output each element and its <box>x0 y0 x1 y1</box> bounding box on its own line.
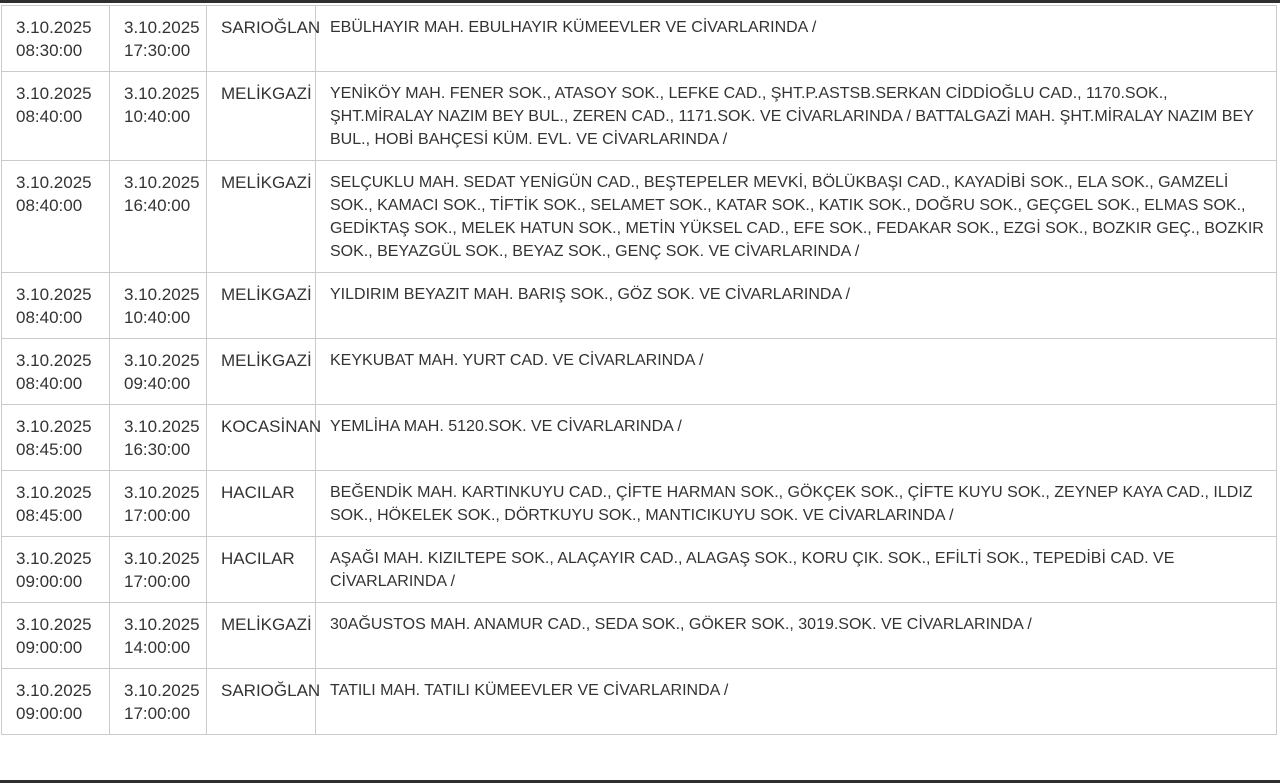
start-date: 3.10.2025 <box>16 18 92 37</box>
start-time: 08:45:00 <box>16 506 83 525</box>
start-date: 3.10.2025 <box>16 84 92 103</box>
table-row <box>2 669 1277 735</box>
start-datetime-cell <box>2 669 110 735</box>
locations-cell: AŞAĞI MAH. KIZILTEPE SOK., ALAÇAYIR CAD., ALAGAŞ SOK., KORU ÇIK. SOK., EFİLTİ SOK., TEPEDİBİ CAD. VE CİVARLARINDA / <box>316 537 1277 603</box>
end-datetime-cell <box>110 161 207 273</box>
district-cell: MELİKGAZİ <box>207 339 316 405</box>
end-datetime-cell <box>110 72 207 161</box>
start-date: 3.10.2025 <box>16 173 92 192</box>
end-time: 17:30:00 <box>124 41 191 60</box>
start-time: 08:40:00 <box>16 374 83 393</box>
locations-cell: YENİKÖY MAH. FENER SOK., ATASOY SOK., LEFKE CAD., ŞHT.P.ASTSB.SERKAN CİDDİOĞLU CAD., 1170.SOK., ŞHT.MİRALAY NAZIM BEY BUL., ZEREN CAD., 1171.SOK. VE CİVARLARINDA / BATTALGAZİ MAH. ŞHT.MİRALAY NAZIM BEY BUL., HOBİ BAHÇESİ KÜM. EVL. VE CİVARLARINDA / <box>316 72 1277 161</box>
start-date: 3.10.2025 <box>16 549 92 568</box>
start-time: 08:45:00 <box>16 440 83 459</box>
end-datetime-cell <box>110 6 207 72</box>
locations-cell: YEMLİHA MAH. 5120.SOK. VE CİVARLARINDA / <box>316 405 1277 471</box>
table-row <box>2 471 1277 537</box>
district-cell: MELİKGAZİ <box>207 72 316 161</box>
end-datetime-cell <box>110 339 207 405</box>
locations-cell: 30AĞUSTOS MAH. ANAMUR CAD., SEDA SOK., GÖKER SOK., 3019.SOK. VE CİVARLARINDA / <box>316 603 1277 669</box>
table-row <box>2 6 1277 72</box>
district-cell: HACILAR <box>207 471 316 537</box>
district-cell: MELİKGAZİ <box>207 161 316 273</box>
end-date: 3.10.2025 <box>124 615 200 634</box>
end-time: 17:00:00 <box>124 704 191 723</box>
district-cell: MELİKGAZİ <box>207 273 316 339</box>
end-time: 17:00:00 <box>124 572 191 591</box>
end-time: 16:30:00 <box>124 440 191 459</box>
locations-cell: EBÜLHAYIR MAH. EBULHAYIR KÜMEEVLER VE CİVARLARINDA / <box>316 6 1277 72</box>
end-datetime-cell <box>110 273 207 339</box>
end-time: 10:40:00 <box>124 107 191 126</box>
outage-table-body <box>2 6 1277 735</box>
district-cell: SARIOĞLAN <box>207 669 316 735</box>
start-datetime-cell <box>2 6 110 72</box>
start-time: 08:30:00 <box>16 41 83 60</box>
start-time: 09:00:00 <box>16 572 83 591</box>
start-date: 3.10.2025 <box>16 483 92 502</box>
start-datetime-cell <box>2 471 110 537</box>
end-date: 3.10.2025 <box>124 84 200 103</box>
end-datetime-cell <box>110 537 207 603</box>
start-date: 3.10.2025 <box>16 417 92 436</box>
end-date: 3.10.2025 <box>124 18 200 37</box>
table-row <box>2 603 1277 669</box>
end-datetime-cell <box>110 669 207 735</box>
locations-cell: KEYKUBAT MAH. YURT CAD. VE CİVARLARINDA / <box>316 339 1277 405</box>
end-date: 3.10.2025 <box>124 417 200 436</box>
start-date: 3.10.2025 <box>16 615 92 634</box>
end-date: 3.10.2025 <box>124 681 200 700</box>
end-time: 17:00:00 <box>124 506 191 525</box>
end-time: 16:40:00 <box>124 196 191 215</box>
district-cell: KOCASİNAN <box>207 405 316 471</box>
start-time: 08:40:00 <box>16 308 83 327</box>
locations-cell: BEĞENDİK MAH. KARTINKUYU CAD., ÇİFTE HARMAN SOK., GÖKÇEK SOK., ÇİFTE KUYU SOK., ZEYNEP KAYA CAD., ILDIZ SOK., HÖKELEK SOK., DÖRTKUYU SOK., MANTICIKUYU SOK. VE CİVARLARINDA / <box>316 471 1277 537</box>
end-date: 3.10.2025 <box>124 173 200 192</box>
start-datetime-cell <box>2 72 110 161</box>
end-datetime-cell <box>110 471 207 537</box>
start-time: 08:40:00 <box>16 196 83 215</box>
start-date: 3.10.2025 <box>16 351 92 370</box>
table-row <box>2 405 1277 471</box>
end-time: 14:00:00 <box>124 638 191 657</box>
outage-table <box>1 5 1277 735</box>
locations-cell: YILDIRIM BEYAZIT MAH. BARIŞ SOK., GÖZ SOK. VE CİVARLARINDA / <box>316 273 1277 339</box>
table-row <box>2 72 1277 161</box>
start-datetime-cell <box>2 603 110 669</box>
start-time: 09:00:00 <box>16 638 83 657</box>
end-date: 3.10.2025 <box>124 351 200 370</box>
table-row <box>2 273 1277 339</box>
start-datetime-cell <box>2 161 110 273</box>
start-datetime-cell <box>2 405 110 471</box>
start-time: 08:40:00 <box>16 107 83 126</box>
district-cell: HACILAR <box>207 537 316 603</box>
locations-cell: SELÇUKLU MAH. SEDAT YENİGÜN CAD., BEŞTEPELER MEVKİ, BÖLÜKBAŞI CAD., KAYADİBİ SOK., ELA SOK., GAMZELİ SOK., KAMACI SOK., TİFTİK SOK., SELAMET SOK., KATAR SOK., KATIK SOK., DOĞRU SOK., GEÇGEL SOK., ELMAS SOK., GEDİKTAŞ SOK., MELEK HATUN SOK., METİN YÜKSEL CAD., EFE SOK., FEDAKAR SOK., EZGİ SOK., BOZKIR GEÇ., BOZKIR SOK., BEYAZGÜL SOK., BEYAZ SOK., GENÇ SOK. VE CİVARLARINDA / <box>316 161 1277 273</box>
start-date: 3.10.2025 <box>16 285 92 304</box>
end-time: 10:40:00 <box>124 308 191 327</box>
end-date: 3.10.2025 <box>124 285 200 304</box>
start-datetime-cell <box>2 339 110 405</box>
start-datetime-cell <box>2 537 110 603</box>
district-cell: MELİKGAZİ <box>207 603 316 669</box>
district-cell: SARIOĞLAN <box>207 6 316 72</box>
start-time: 09:00:00 <box>16 704 83 723</box>
table-row <box>2 339 1277 405</box>
table-row <box>2 537 1277 603</box>
end-datetime-cell <box>110 405 207 471</box>
end-datetime-cell <box>110 603 207 669</box>
end-time: 09:40:00 <box>124 374 191 393</box>
end-date: 3.10.2025 <box>124 483 200 502</box>
start-date: 3.10.2025 <box>16 681 92 700</box>
table-row <box>2 161 1277 273</box>
locations-cell: TATILI MAH. TATILI KÜMEEVLER VE CİVARLARINDA / <box>316 669 1277 735</box>
start-datetime-cell <box>2 273 110 339</box>
end-date: 3.10.2025 <box>124 549 200 568</box>
